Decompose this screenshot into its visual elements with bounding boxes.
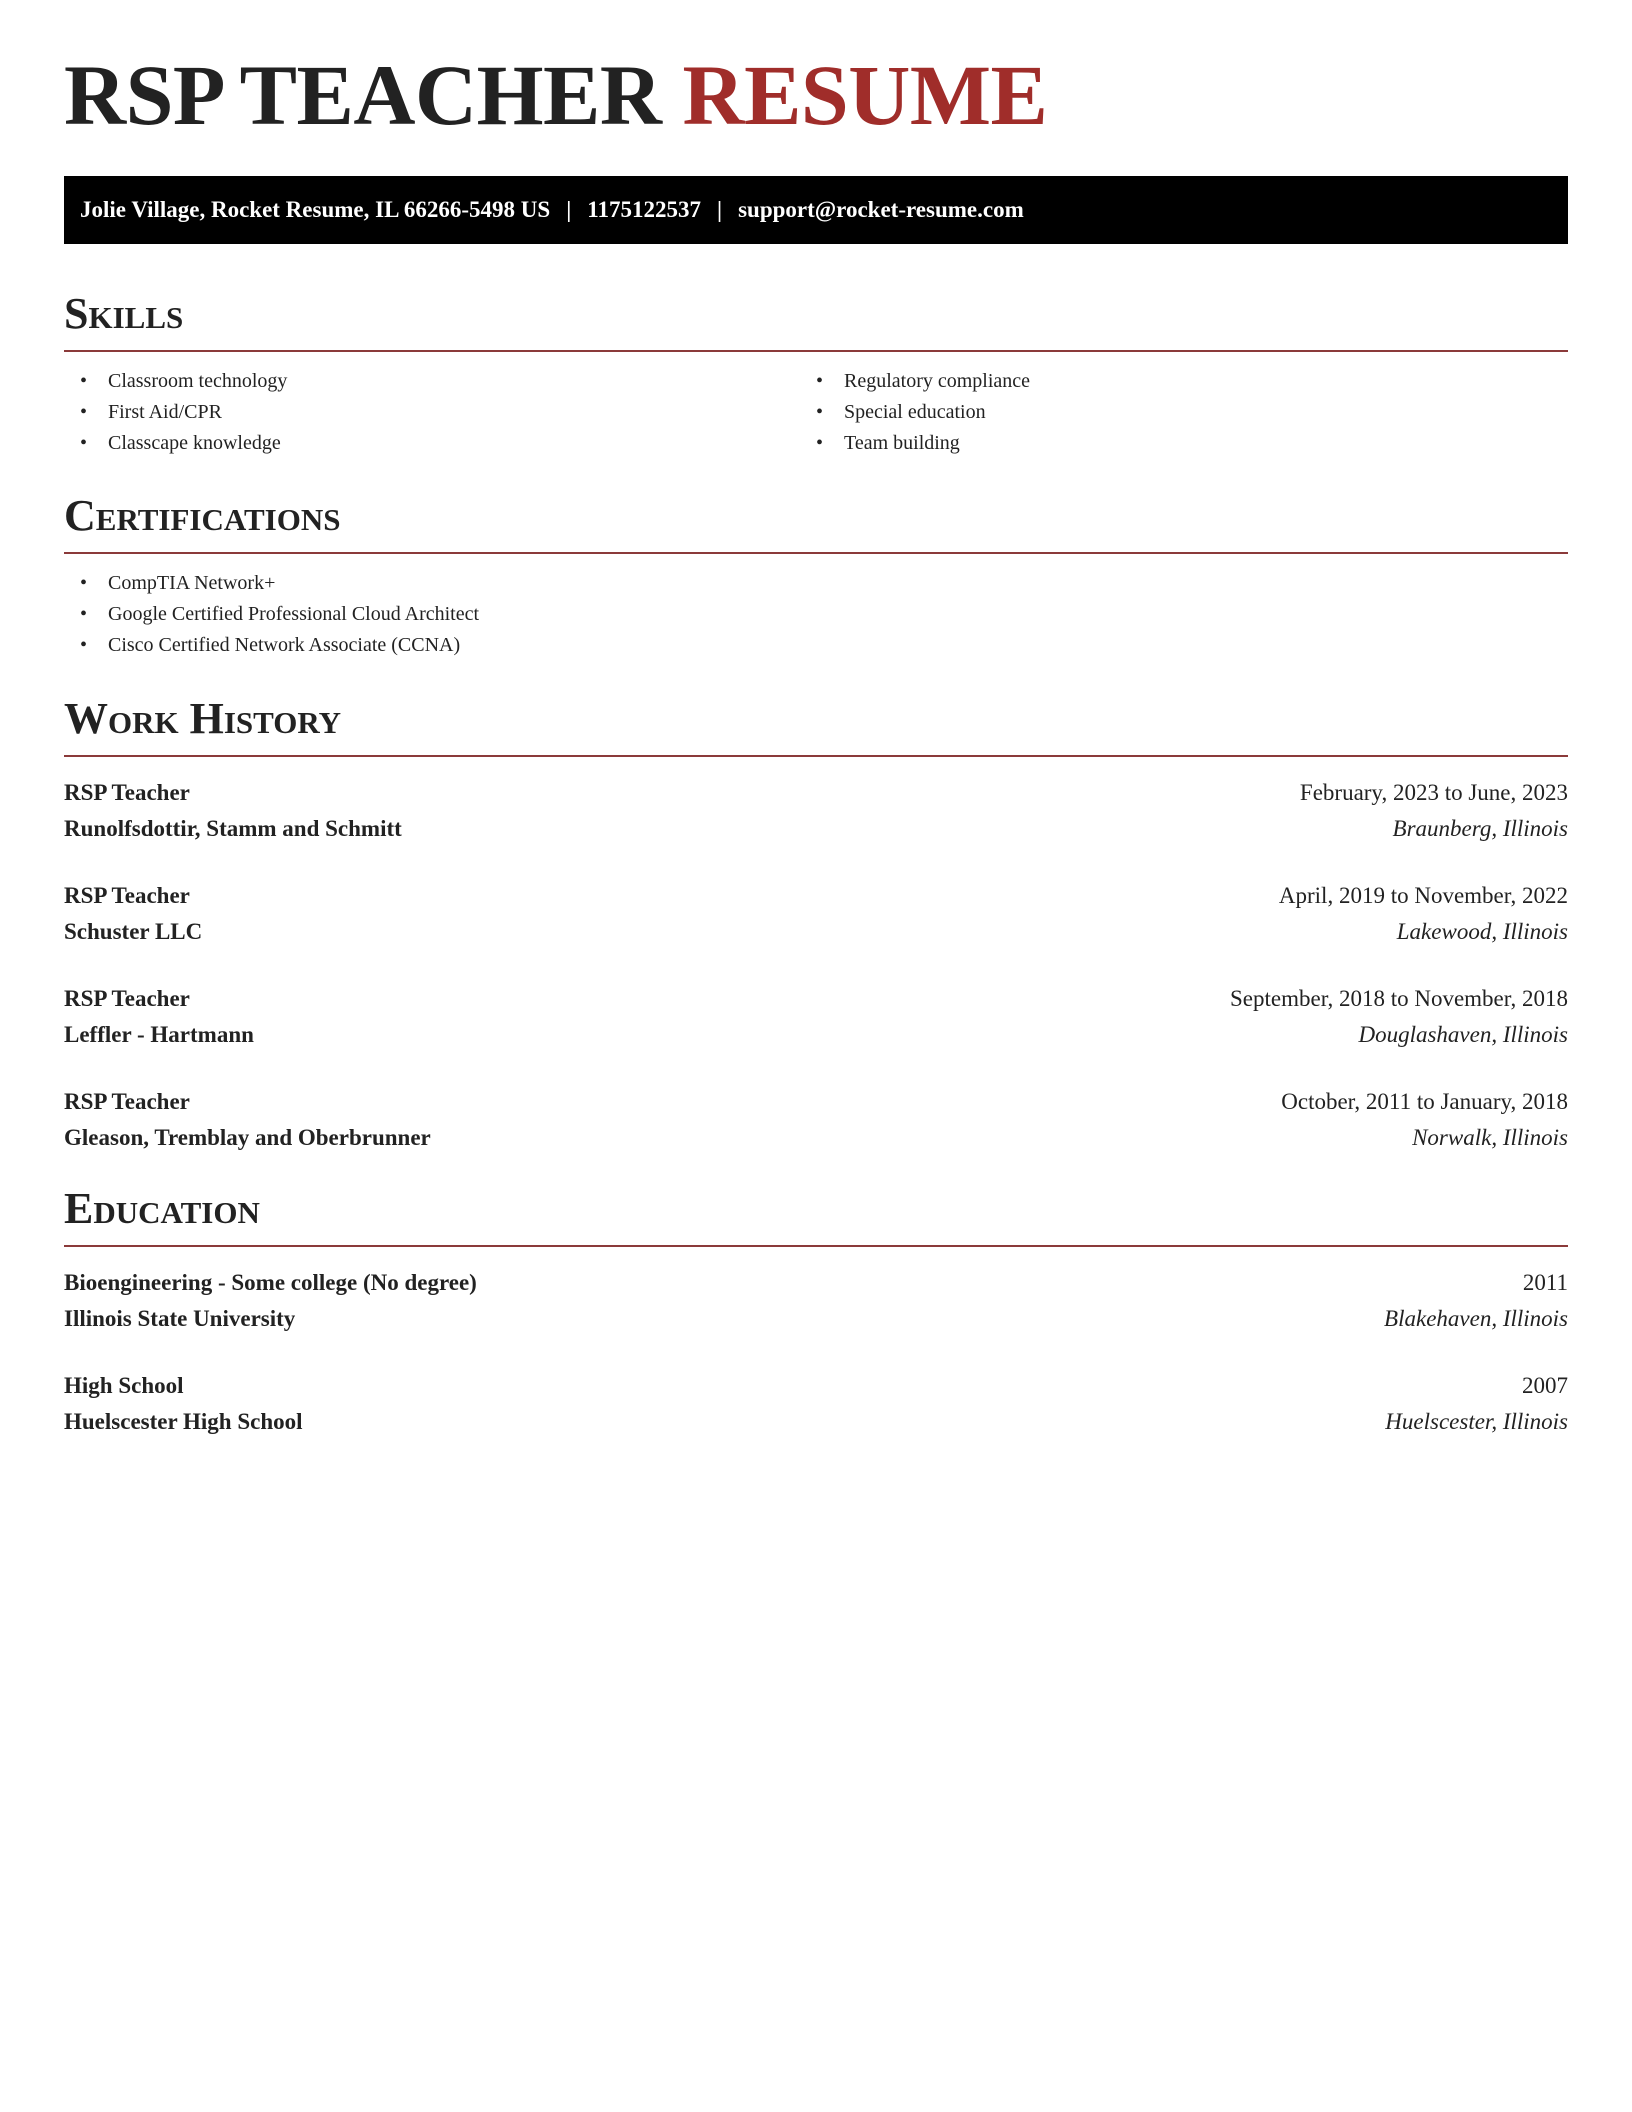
school-name: Illinois State University	[64, 1306, 296, 1331]
skill-item: • Special education	[800, 397, 1030, 428]
school-location: Huelscester, Illinois	[1385, 1409, 1568, 1434]
section-divider	[64, 552, 1568, 554]
work-entry	[64, 984, 1568, 1056]
education-entry	[64, 1371, 1568, 1443]
certification-item: • CompTIA Network+	[64, 568, 479, 599]
job-title: RSP Teacher	[64, 780, 190, 805]
school-location: Blakehaven, Illinois	[1384, 1306, 1568, 1331]
graduation-year: 2011	[1522, 1270, 1568, 1295]
skill-item: • Classroom technology	[64, 366, 287, 397]
job-dates: February, 2023 to June, 2023	[1299, 780, 1568, 805]
job-location: Lakewood, Illinois	[1396, 919, 1568, 944]
skill-item: • Classcape knowledge	[64, 428, 287, 459]
certifications-list	[64, 568, 479, 661]
skills-list-right	[800, 366, 1030, 459]
education-entry	[64, 1268, 1568, 1340]
contact-separator: |	[566, 197, 572, 222]
section-divider	[64, 755, 1568, 757]
title-accent: RESUME	[682, 47, 1048, 143]
contact-separator: |	[717, 197, 723, 222]
job-dates: October, 2011 to January, 2018	[1281, 1089, 1568, 1114]
section-heading-skills: Skills	[64, 289, 184, 338]
employer-name: Gleason, Tremblay and Oberbrunner	[64, 1125, 431, 1150]
school-name: Huelscester High School	[64, 1409, 303, 1434]
section-heading-education: Education	[64, 1184, 260, 1233]
job-location: Douglashaven, Illinois	[1358, 1022, 1568, 1047]
certification-item: • Cisco Certified Network Associate (CCNA)	[64, 630, 479, 661]
degree-name: Bioengineering - Some college (No degree)	[64, 1270, 477, 1295]
skill-item: • Regulatory compliance	[800, 366, 1030, 397]
section-divider	[64, 1245, 1568, 1247]
graduation-year: 2007	[1522, 1373, 1568, 1398]
education-section	[64, 1184, 1568, 1233]
skill-item: • First Aid/CPR	[64, 397, 287, 428]
skills-section	[64, 289, 1568, 338]
skills-list-left	[64, 366, 287, 459]
section-heading-certifications: Certifications	[64, 491, 341, 540]
employer-name: Runolfsdottir, Stamm and Schmitt	[64, 816, 402, 841]
employer-name: Schuster LLC	[64, 919, 203, 944]
work-entry	[64, 778, 1568, 850]
contact-email: support@rocket-resume.com	[738, 197, 1024, 222]
job-title: RSP Teacher	[64, 883, 190, 908]
job-title: RSP Teacher	[64, 1089, 190, 1114]
job-title: RSP Teacher	[64, 986, 190, 1011]
work-entry	[64, 1087, 1568, 1159]
contact-bar	[64, 176, 1568, 244]
certifications-section	[64, 491, 1568, 540]
work-entry	[64, 881, 1568, 953]
job-location: Braunberg, Illinois	[1392, 816, 1568, 841]
skill-item: • Team building	[800, 428, 1030, 459]
section-divider	[64, 350, 1568, 352]
job-location: Norwalk, Illinois	[1412, 1125, 1568, 1150]
work-history-section	[64, 694, 1568, 743]
resume-title	[64, 47, 1048, 143]
section-heading-work-history: Work History	[64, 694, 342, 743]
job-dates: September, 2018 to November, 2018	[1230, 986, 1568, 1011]
title-main: RSP TEACHER	[64, 47, 662, 143]
job-dates: April, 2019 to November, 2022	[1278, 883, 1568, 908]
degree-name: High School	[64, 1373, 184, 1398]
contact-address: Jolie Village, Rocket Resume, IL 66266-5498 US	[80, 197, 551, 222]
contact-phone: 1175122537	[587, 197, 702, 222]
certification-item: • Google Certified Professional Cloud Architect	[64, 599, 479, 630]
employer-name: Leffler - Hartmann	[64, 1022, 254, 1047]
